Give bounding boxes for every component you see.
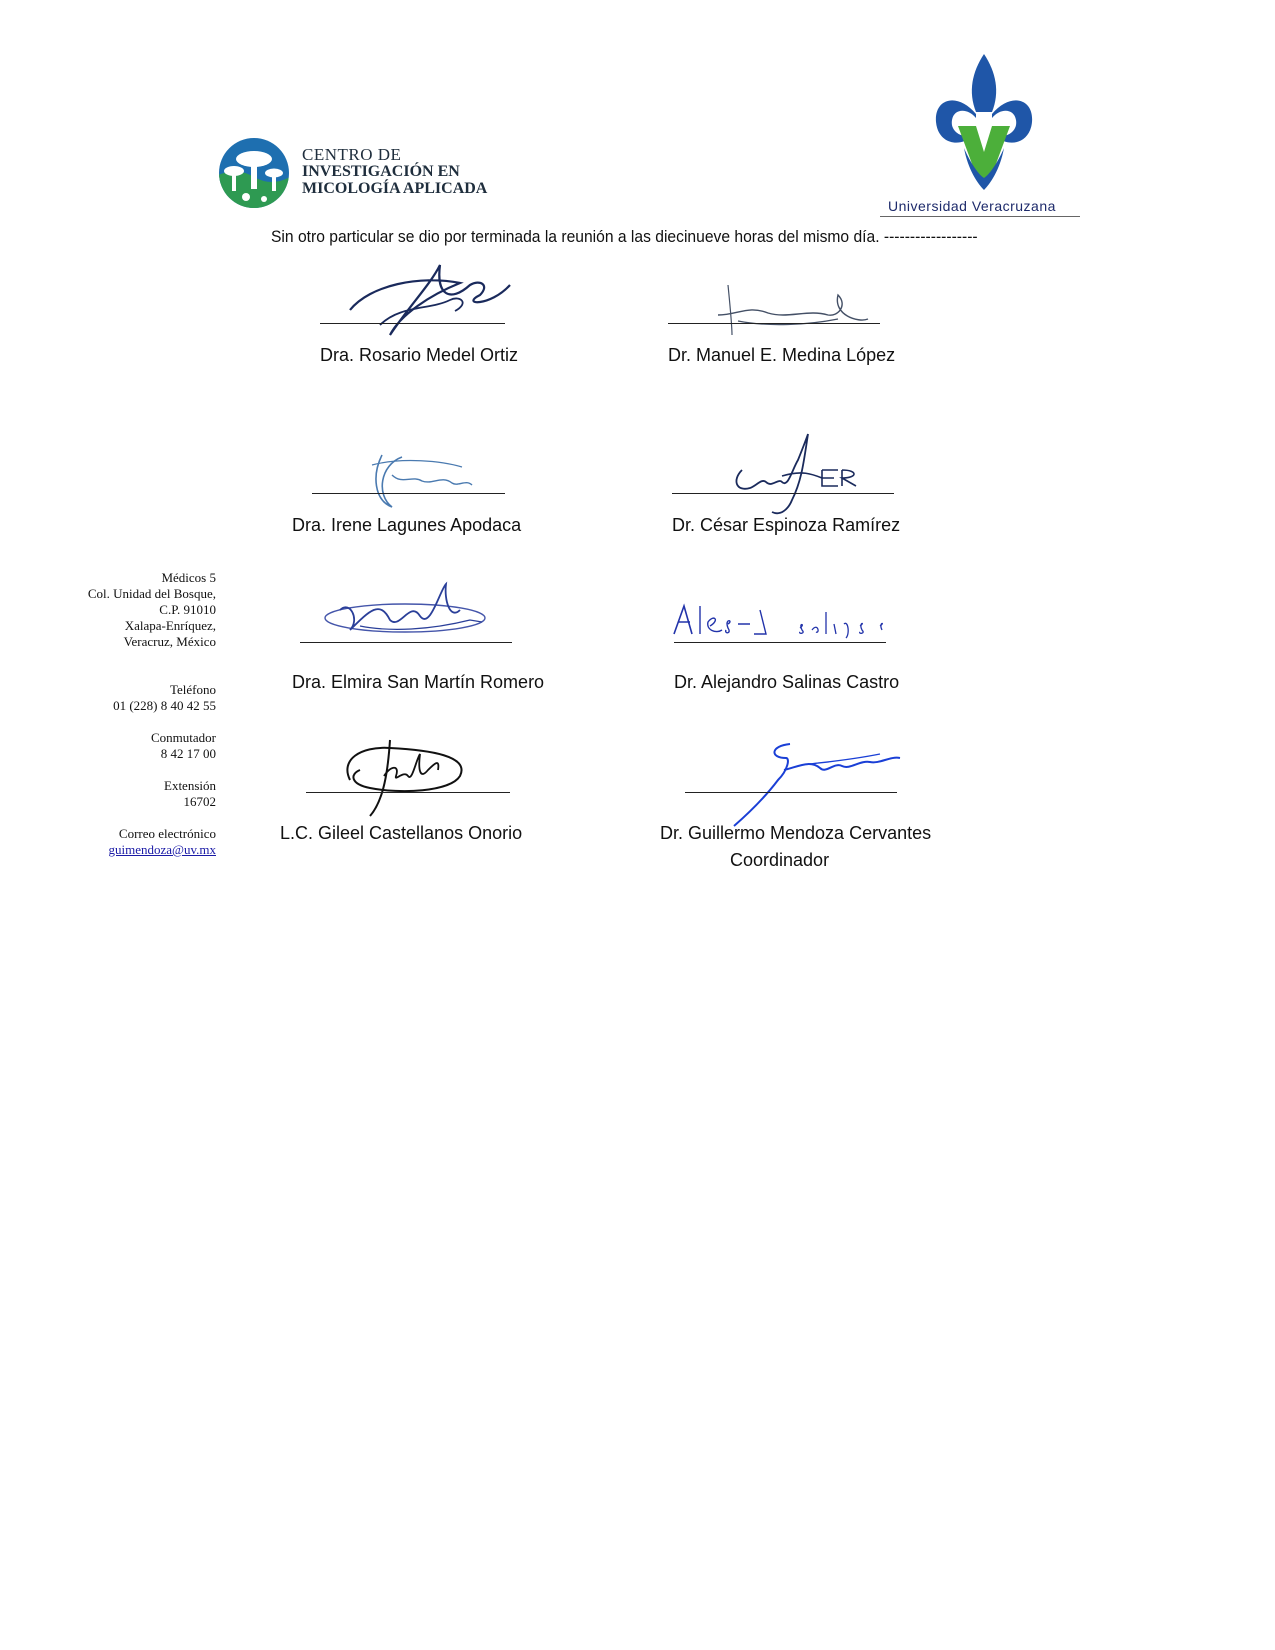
- signatory-name: L.C. Gileel Castellanos Onorio: [280, 823, 523, 843]
- handwritten-signature: [670, 600, 910, 640]
- signature-block-irene-lagunes: [292, 445, 562, 545]
- email-label: Correo electrónico: [118, 826, 216, 841]
- extension-value: 16702: [183, 794, 216, 809]
- signature-block-rosario-medel: [320, 255, 560, 375]
- signature-block-guillermo-mendoza: [660, 740, 960, 880]
- spacer: [40, 810, 216, 826]
- signature-block-gileel-castellanos: [280, 730, 550, 850]
- signature-block-manuel-medina: [668, 255, 928, 375]
- ciam-mushroom-emblem-icon: [218, 137, 290, 209]
- address-line: Col. Unidad del Bosque,: [87, 586, 216, 601]
- handwritten-signature: [330, 730, 480, 820]
- signature-line: [300, 642, 512, 643]
- signatory-name: Dr. Manuel E. Medina López: [668, 345, 896, 365]
- closing-statement: Sin otro particular se dio por terminada la reunión a las diecinueve horas del mismo día. ------------------: [271, 227, 978, 246]
- ciam-logo-line1: CENTRO DE: [302, 145, 402, 164]
- signature-line: [668, 323, 880, 324]
- extension-label: Extensión: [164, 778, 216, 793]
- ciam-logo-line3: MICOLOGÍA APLICADA: [302, 180, 488, 197]
- address-line: Médicos 5: [161, 570, 216, 585]
- signature-block-cesar-espinoza: [672, 430, 932, 545]
- handwritten-signature: [340, 255, 520, 345]
- signatory-name: Dra. Elmira San Martín Romero: [292, 672, 545, 692]
- uv-logo: [880, 52, 1090, 220]
- ciam-logo: [218, 132, 518, 210]
- uv-logo-rule: [880, 216, 1080, 217]
- signature-block-elmira-sanmartin: [292, 580, 562, 700]
- handwritten-signature: [362, 445, 482, 515]
- signatory-name: Dra. Irene Lagunes Apodaca: [292, 515, 522, 535]
- handwritten-signature: [320, 580, 490, 650]
- signature-line: [672, 493, 894, 494]
- signature-line: [674, 642, 886, 643]
- handwritten-signature: [722, 430, 872, 520]
- spacer: [40, 762, 216, 778]
- signatory-name: Dr. Guillermo Mendoza Cervantes: [660, 823, 932, 843]
- signatory-name: Dra. Rosario Medel Ortiz: [320, 345, 519, 365]
- email-link[interactable]: guimendoza@uv.mx: [108, 842, 216, 857]
- spacer: [40, 666, 216, 682]
- signatory-role: Coordinador: [730, 850, 830, 870]
- ciam-logo-text: [302, 146, 487, 197]
- spacer: [40, 714, 216, 730]
- uv-fleur-de-lis-icon: [928, 52, 1040, 192]
- switchboard-value: 8 42 17 00: [160, 746, 216, 761]
- signature-block-alejandro-salinas: [670, 600, 930, 700]
- handwritten-signature: [730, 740, 930, 830]
- signature-line: [312, 493, 505, 494]
- phone-label: Teléfono: [169, 682, 216, 697]
- address-line: C.P. 91010: [159, 602, 216, 617]
- handwritten-signature: [708, 275, 888, 355]
- signature-line: [320, 323, 505, 324]
- signatory-name: Dr. César Espinoza Ramírez: [672, 515, 901, 535]
- address-line: Xalapa-Enríquez,: [124, 618, 216, 633]
- uv-logo-name: Universidad Veracruzana: [888, 198, 1056, 214]
- ciam-logo-line2: INVESTIGACIÓN EN: [302, 163, 460, 180]
- address-line: Veracruz, México: [123, 634, 216, 649]
- switchboard-label: Conmutador: [151, 730, 216, 745]
- signature-line: [306, 792, 510, 793]
- spacer: [40, 650, 216, 666]
- signature-line: [685, 792, 897, 793]
- contact-sidebar: [40, 570, 216, 858]
- phone-value: 01 (228) 8 40 42 55: [113, 698, 216, 713]
- signatory-name: Dr. Alejandro Salinas Castro: [674, 672, 900, 692]
